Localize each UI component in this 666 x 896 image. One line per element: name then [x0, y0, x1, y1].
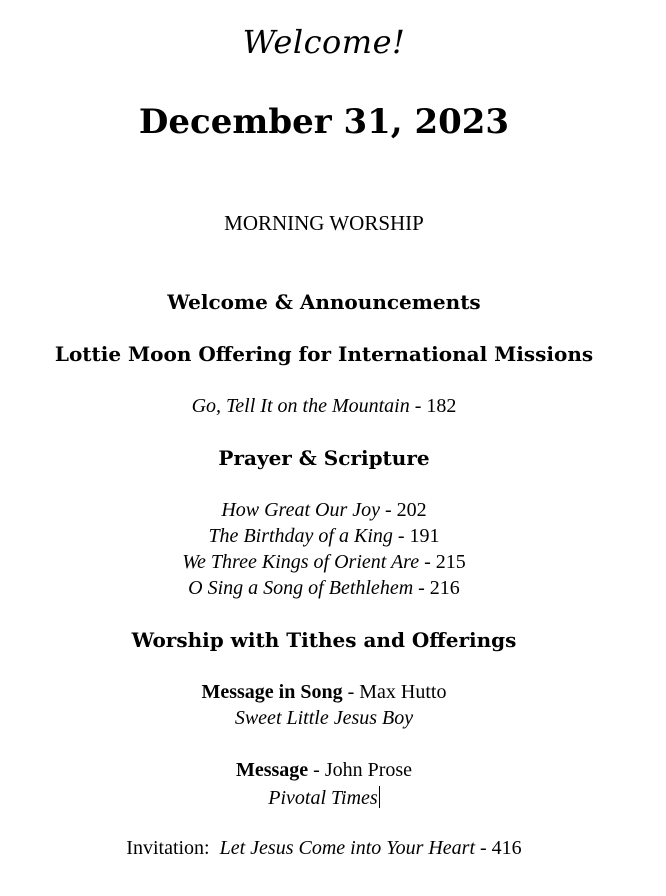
- hymn-line: [0, 396, 648, 416]
- medley-number: - 202: [380, 499, 427, 521]
- medley-number: - 215: [419, 551, 466, 573]
- service-date: December 31, 2023: [138, 102, 510, 142]
- message-title-line: [0, 786, 648, 808]
- message-label: Message: [235, 759, 309, 781]
- message-song-person: - Max Hutto: [342, 681, 447, 703]
- medley-line: [0, 578, 648, 598]
- medley-number: - 216: [413, 577, 460, 599]
- invitation-label: Invitation:: [126, 837, 220, 859]
- hymn-title: Go, Tell It on the Mountain: [191, 395, 410, 417]
- medley-title: O Sing a Song of Bethlehem: [188, 577, 414, 599]
- message-song-title: Sweet Little Jesus Boy: [234, 707, 414, 729]
- invitation-title: Let Jesus Come into Your Heart: [219, 837, 476, 859]
- lottie-moon-heading: Lottie Moon Offering for International Missions: [54, 342, 594, 366]
- message-line: [0, 760, 648, 780]
- message-song-line: [0, 682, 648, 702]
- medley-title: We Three Kings of Orient Are: [182, 551, 420, 573]
- medley-line: [0, 500, 648, 520]
- invitation-line: [0, 838, 648, 858]
- text-cursor[interactable]: [379, 786, 380, 808]
- medley-line: [0, 526, 648, 546]
- message-person: - John Prose: [308, 759, 413, 781]
- service-title: MORNING WORSHIP: [224, 211, 424, 235]
- message-title: Pivotal Times: [268, 787, 378, 809]
- medley-number: - 191: [392, 525, 440, 547]
- welcome-heading: Welcome!: [242, 23, 406, 61]
- welcome-announcements-heading: Welcome & Announcements: [167, 290, 481, 314]
- hymn-number: - 182: [409, 395, 457, 417]
- prayer-scripture-heading: Prayer & Scripture: [218, 446, 430, 470]
- medley-title: How Great Our Joy: [221, 499, 380, 521]
- message-song-label: Message in Song: [201, 681, 343, 703]
- tithes-heading: Worship with Tithes and Offerings: [131, 628, 517, 652]
- invitation-number: - 416: [475, 837, 522, 859]
- medley-line: [0, 552, 648, 572]
- medley-title: The Birthday of a King: [208, 525, 393, 547]
